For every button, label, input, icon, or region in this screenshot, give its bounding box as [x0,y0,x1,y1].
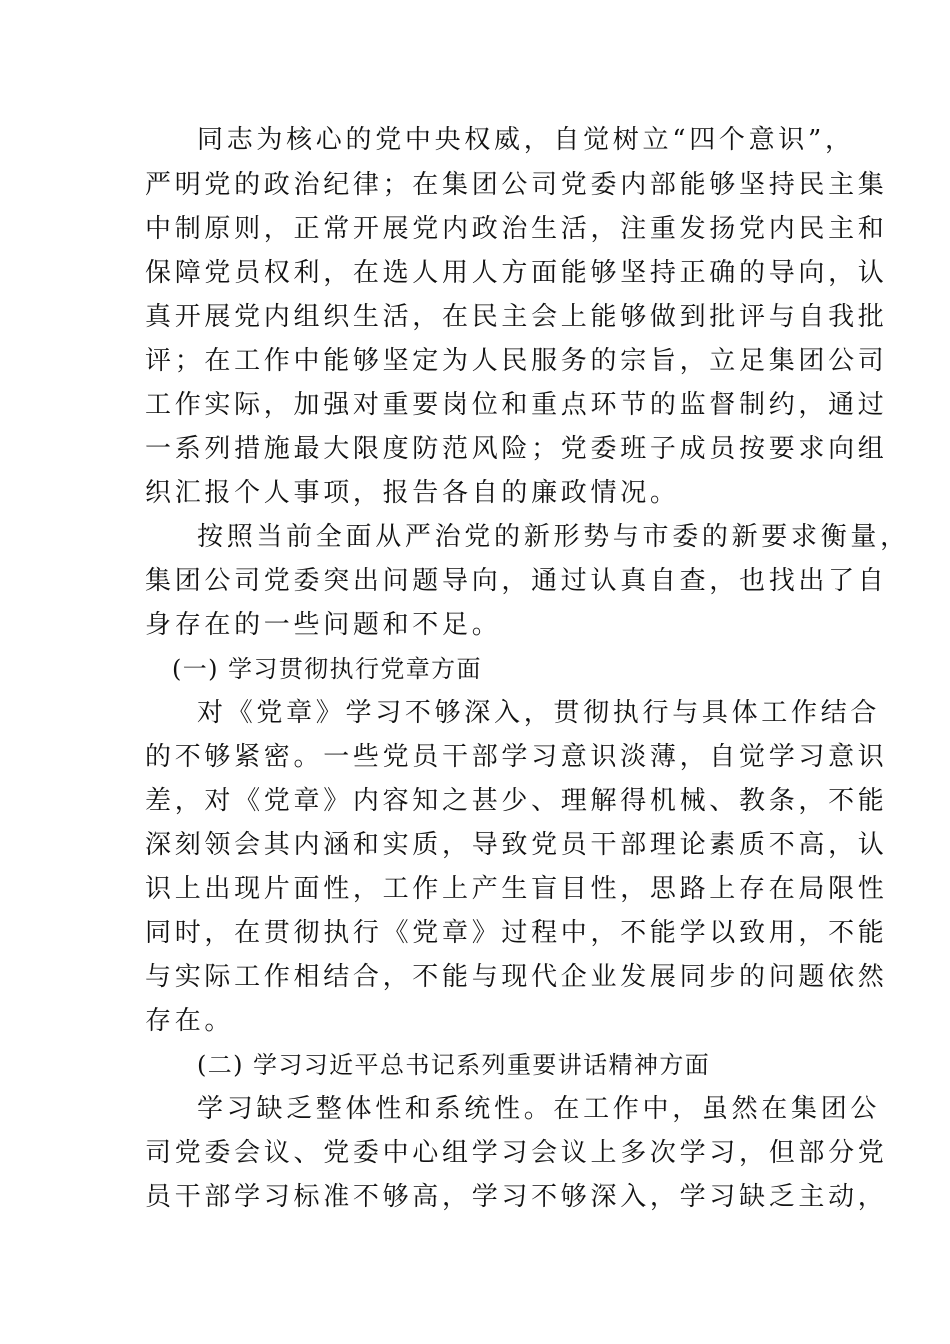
paragraph-1-line-9: 织汇报个人事项，报告各自的廉政情况。 [145,478,680,508]
paragraph-3-line-1: 对《党章》学习不够深入，贯彻执行与具体工作结合 [197,698,881,728]
paragraph-3-line-6: 同时，在贯彻执行《党章》过程中，不能学以致用，不能 [145,918,888,948]
paragraph-3-line-2: 的不够紧密。一些党员干部学习意识淡薄，自觉学习意识 [145,742,888,772]
paragraph-1-line-4: 保障党员权利，在选人用人方面能够坚持正确的导向，认 [145,258,888,288]
paragraph-1-line-1: 同志为核心的党中央权威，自觉树立“四个意识”， [197,125,855,155]
paragraph-2-line-1: 按照当前全面从严治党的新形势与市委的新要求衡量， [197,522,910,552]
paragraph-4-line-2: 司党委会议、党委中心组学习会议上多次学习，但部分党 [145,1138,888,1168]
paragraph-1-line-3: 中制原则，正常开展党内政治生活，注重发扬党内民主和 [145,214,888,244]
paragraph-3-line-8: 存在。 [145,1006,235,1036]
paragraph-1-line-5: 真开展党内组织生活，在民主会上能够做到批评与自我批 [145,302,888,332]
paragraph-3-line-7: 与实际工作相结合，不能与现代企业发展同步的问题依然 [145,962,888,992]
section-heading-1: (一) 学习贯彻执行党章方面 [172,655,482,683]
paragraph-3-line-3: 差，对《党章》内容知之甚少、理解得机械、教条，不能 [145,786,888,816]
paragraph-1-line-8: 一系列措施最大限度防范风险；党委班子成员按要求向组 [145,434,888,464]
paragraph-2-line-2: 集团公司党委突出问题导向，通过认真自查，也找出了自 [145,566,888,596]
paragraph-1-line-6: 评；在工作中能够坚定为人民服务的宗旨，立足集团公司 [145,346,888,376]
paragraph-4-line-1: 学习缺乏整体性和系统性。在工作中，虽然在集团公 [197,1094,881,1124]
paragraph-2-line-3: 身存在的一些问题和不足。 [145,610,502,640]
paragraph-1-line-7: 工作实际，加强对重要岗位和重点环节的监督制约，通过 [145,390,888,420]
paragraph-3-line-5: 识上出现片面性，工作上产生盲目性，思路上存在局限性 [145,874,888,904]
paragraph-4-line-3: 员干部学习标准不够高，学习不够深入，学习缺乏主动， [145,1182,888,1212]
paragraph-3-line-4: 深刻领会其内涵和实质，导致党员干部理论素质不高，认 [145,830,888,860]
section-heading-2: (二) 学习习近平总书记系列重要讲话精神方面 [197,1051,711,1079]
paragraph-1-line-2: 严明党的政治纪律；在集团公司党委内部能够坚持民主集 [145,170,888,200]
